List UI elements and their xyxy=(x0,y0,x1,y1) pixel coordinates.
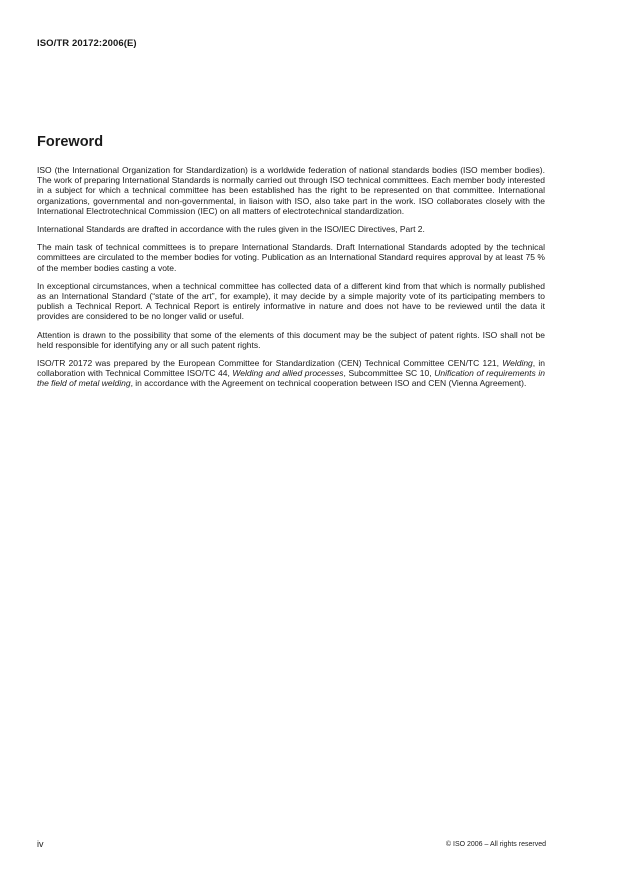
committee-name-allied-processes: Welding and allied processes xyxy=(232,368,344,379)
preparation-text-4: , in accordance with the Agreement on technical cooperation between ISO and CEN (Vienna Agreement). xyxy=(130,378,527,389)
preparation-text-2: , in collaboration with Technical Committee ISO/TC 44, xyxy=(37,358,545,379)
section-title: Foreword xyxy=(37,134,104,150)
document-id: ISO/TR 20172:2006(E) xyxy=(37,38,137,49)
copyright-notice: © ISO 2006 – All rights reserved xyxy=(445,841,546,848)
committee-name-welding: Welding xyxy=(502,358,533,369)
paragraph-technical-report: In exceptional circumstances, when a technical committee has collected data of a different kind from that which is normally published as an International Standard (“state of the art”, for example), it may decide by a simple majority vote of its participating members to publish a Technical Report. A Technical Report is entirely informative in nature and does not have to be reviewed until the data it provides are considered to be no longer valid or useful. xyxy=(37,280,545,322)
page-number: iv xyxy=(37,839,44,849)
paragraph-drafting-rules: International Standards are drafted in accordance with the rules given in the ISO/IEC Directives, Part 2. xyxy=(37,224,425,235)
preparation-text-1: ISO/TR 20172 was prepared by the European Committee for Standardization (CEN) Technical Committee CEN/TC 121, xyxy=(37,358,503,369)
paragraph-technical-committees: The main task of technical committees is to prepare International Standards. Draft International Standards adopted by the technical committees are circulated to the member bodies for voting. Publication as an International Standard requires approval by at least 75 % of the member bodies casting a vote. xyxy=(37,242,545,273)
paragraph-preparation xyxy=(37,358,545,389)
paragraph-patent-rights: Attention is drawn to the possibility that some of the elements of this document may be the subject of patent rights. ISO shall not be held responsible for identifying any or all such patent rights. xyxy=(37,329,545,350)
foreword-body xyxy=(37,165,545,397)
preparation-text-3: , Subcommittee SC 10, xyxy=(343,368,435,379)
paragraph-iso-intro: ISO (the International Organization for Standardization) is a worldwide federation of national standards bodies (ISO member bodies). The work of preparing International Standards is normally carried out through ISO technical committees. Each member body interested in a subject for which a technical committee has been established has the right to be represented on that committee. International organizations, governmental and non-governmental, in liaison with ISO, also take part in the work. ISO collaborates closely with the International Electrotechnical Commission (IEC) on all matters of electrotechnical standardization. xyxy=(37,165,545,216)
subcommittee-name: Unification of requirements in the field of metal welding xyxy=(37,368,545,389)
